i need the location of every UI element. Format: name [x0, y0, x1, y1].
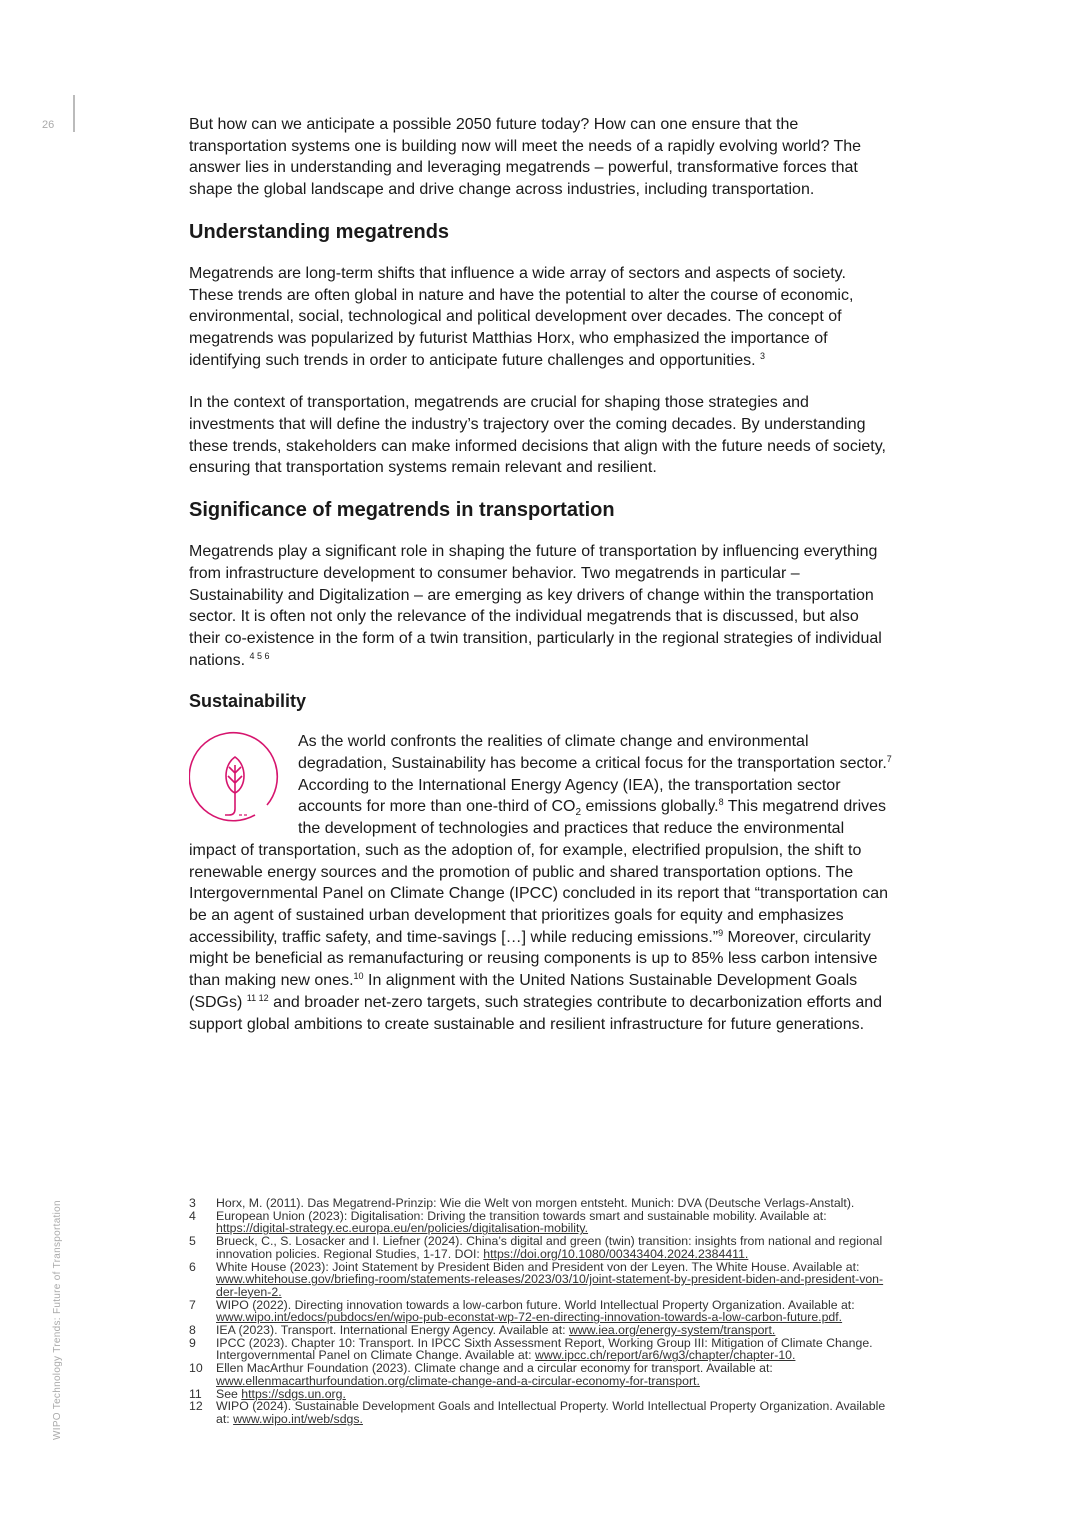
footnote-text	[216, 1299, 889, 1324]
side-caption: WIPO Technology Trends: Future of Transportation	[52, 1200, 63, 1440]
footnote-number: 3	[189, 1196, 196, 1210]
footnote-link[interactable]: www.ellenmacarthurfoundation.org/climate-change-and-a-circular-economy-for-transport.	[216, 1373, 700, 1388]
footnote-text	[216, 1337, 889, 1362]
text: IPCC (2023). Chapter 10: Transport. In IPCC Sixth Assessment Report, Working Group III: Mitigation of Climate Change. Intergovernmental Panel on Climate Change. Available at:	[216, 1335, 873, 1363]
intro-paragraph: But how can we anticipate a possible 2050 future today? How can one ensure that the transportation systems one is building now will meet the needs of a rapidly evolving world? The answer lies in understanding and leveraging megatrends – powerful, transformative forces that shape the global landscape and drive change across industries, including transportation.	[189, 116, 862, 199]
text: European Union (2023): Digitalisation: Driving the transition towards smart and sustainable mobility. Available at:	[216, 1208, 827, 1223]
heading-sustainability: Sustainability	[189, 691, 307, 712]
footnote-number: 10	[189, 1361, 203, 1376]
footnote-ref[interactable]: 9	[718, 927, 724, 938]
footnote-link[interactable]: https://doi.org/10.1080/00343404.2024.2384411.	[483, 1246, 749, 1261]
footnote-number: 6	[189, 1259, 196, 1274]
sustainability-paragraph	[189, 731, 892, 1035]
text: Moreover, circularity might be beneficial as remanufacturing or reusing components is up to 85% less carbon intensive than making new ones.	[189, 928, 878, 990]
footnote-number: 11	[189, 1386, 202, 1401]
text: Ellen MacArthur Foundation (2023). Climate change and a circular economy for transport. Available at:	[216, 1361, 773, 1376]
footnote-text	[216, 1235, 889, 1260]
heading-significance: Significance of megatrends in transportation	[189, 499, 615, 522]
text: WIPO (2024). Sustainable Development Goals and Intellectual Property. World Intellectual Property Organization. Available at:	[216, 1399, 886, 1426]
footnote-text	[216, 1400, 889, 1425]
footnote	[189, 1337, 889, 1362]
main-column	[189, 114, 892, 1035]
footnote	[189, 1362, 889, 1387]
footnote-link[interactable]: www.wipo.int/edocs/pubdocs/en/wipo-pub-econstat-wp-72-en-directing-innovation-towards-a-low-carbon-future.pdf.	[216, 1310, 843, 1325]
text: emissions globally.	[581, 798, 719, 816]
text: See	[216, 1386, 242, 1401]
footnote-link[interactable]: www.whitehouse.gov/briefing-room/statements-releases/2023/03/10/joint-statement-by-president-biden-and-president-von-der-leyen-2.	[216, 1272, 884, 1299]
footnote-ref[interactable]: 8	[718, 797, 724, 808]
footnote-ref[interactable]: 7	[886, 754, 892, 765]
footnote-link[interactable]: www.wipo.int/web/sdgs.	[233, 1411, 363, 1426]
footnote	[189, 1235, 889, 1260]
footnote-number: 4	[189, 1208, 196, 1223]
footnote	[189, 1400, 889, 1425]
page-number: 26	[42, 119, 55, 131]
subscript: 2	[575, 807, 582, 819]
footnote-ref[interactable]: 10	[353, 971, 364, 982]
megatrends-paragraph-1	[189, 263, 892, 372]
footnote-link[interactable]: www.iea.org/energy-system/transport.	[568, 1323, 776, 1338]
text: IEA (2023). Transport. International Energy Agency. Available at:	[216, 1323, 569, 1338]
text: This megatrend drives the development of technologies and practices that reduce the environmental impact of transportation, such as the adoption of, for example, electrified propulsion, the shift to renewable energy sources and the promotion of public and shared transportation options. The Intergovernmental Panel on Climate Change (IPCC) concluded in its report that “transportation can be an agent of sustained urban development that prioritizes goals for equity and emphasizes accessibility, traffic safety, and time-savings […] while reducing emissions.”	[189, 798, 889, 946]
footnote-ref[interactable]: 11 12	[246, 992, 269, 1003]
footnote-number: 9	[189, 1335, 196, 1350]
footnote	[189, 1299, 889, 1324]
text: White House (2023): Joint Statement by President Biden and President von der Leyen. The White House. Available at:	[216, 1259, 860, 1274]
footnote-ref[interactable]: 3	[760, 350, 766, 361]
text: and broader net-zero targets, such strategies contribute to decarbonization efforts and support global ambitions to create sustainable and resilient infrastructure for future generations.	[189, 993, 883, 1033]
footnote-link[interactable]: www.ipcc.ch/report/ar6/wg3/chapter/chapter-10.	[535, 1348, 796, 1363]
footnote-number: 5	[189, 1234, 196, 1249]
footnote	[189, 1210, 889, 1235]
text: As the world confronts the realities of climate change and environmental degradation, Sustainability has become a critical focus for the transportation sector.	[298, 733, 887, 773]
significance-paragraph	[189, 541, 892, 671]
footnote-link[interactable]: https://sdgs.un.org.	[241, 1386, 346, 1401]
footnote-text	[216, 1210, 889, 1235]
footnote-text	[216, 1261, 889, 1299]
text: Brueck, C., S. Losacker and I. Liefner (2024). China’s digital and green (twin) transition: insights from national and regional innovation policies. Regional Studies, 1-17. DOI:	[216, 1234, 883, 1261]
text: In alignment with the United Nations Sustainable Development Goals (SDGs)	[189, 972, 858, 1011]
footnote-number: 8	[189, 1323, 196, 1338]
footnotes	[189, 1197, 889, 1426]
heading-understanding-megatrends: Understanding megatrends	[189, 220, 450, 243]
text: WIPO (2022). Directing innovation towards a low-carbon future. World Intellectual Property Organization. Available at:	[216, 1297, 855, 1312]
footnote-ref[interactable]: 4 5 6	[249, 650, 270, 661]
text: According to the International Energy Agency (IEA), the transportation sector accounts for more than one-third of CO	[298, 776, 841, 816]
footnote-text	[216, 1362, 889, 1387]
text: Megatrends are long-term shifts that influence a wide array of sectors and aspects of society. These trends are often global in nature and have the potential to alter the course of economic, environmental, social, technological and political development over decades. The concept of megatrends was popularized by futurist Matthias Horx, who emphasized the importance of identifying such trends in order to anticipate future challenges and opportunities.	[189, 264, 854, 369]
text: Megatrends play a significant role in shaping the future of transportation by influencing everything from infrastructure development to consumer behavior. Two megatrends in particular – Sustainability and Digitalization – are emerging as key drivers of change within the transportation sector. It is often not only the relevance of the individual megatrends that is discussed, but also their co-existence in the form of a twin transition, particularly in the regional strategies of individual nations.	[189, 543, 882, 669]
leaf-icon	[189, 731, 281, 823]
footnote-number: 7	[189, 1297, 196, 1312]
footnote-link[interactable]: https://digital-strategy.ec.europa.eu/en/policies/digitalisation-mobility.	[216, 1221, 589, 1236]
footnote	[189, 1261, 889, 1299]
footnote-number: 12	[189, 1399, 203, 1414]
header-rule	[73, 95, 75, 132]
megatrends-paragraph-2: In the context of transportation, megatrends are crucial for shaping those strategies and investments that will define the industry’s trajectory over the coming decades. By understanding these trends, stakeholders can make informed decisions that align with the future needs of society, ensuring that transportation systems remain relevant and resilient.	[189, 394, 886, 477]
text: Horx, M. (2011). Das Megatrend-Prinzip: Wie die Welt von morgen entsteht. Munich: DVA (Deutsche Verlags-Anstalt).	[216, 1196, 855, 1210]
